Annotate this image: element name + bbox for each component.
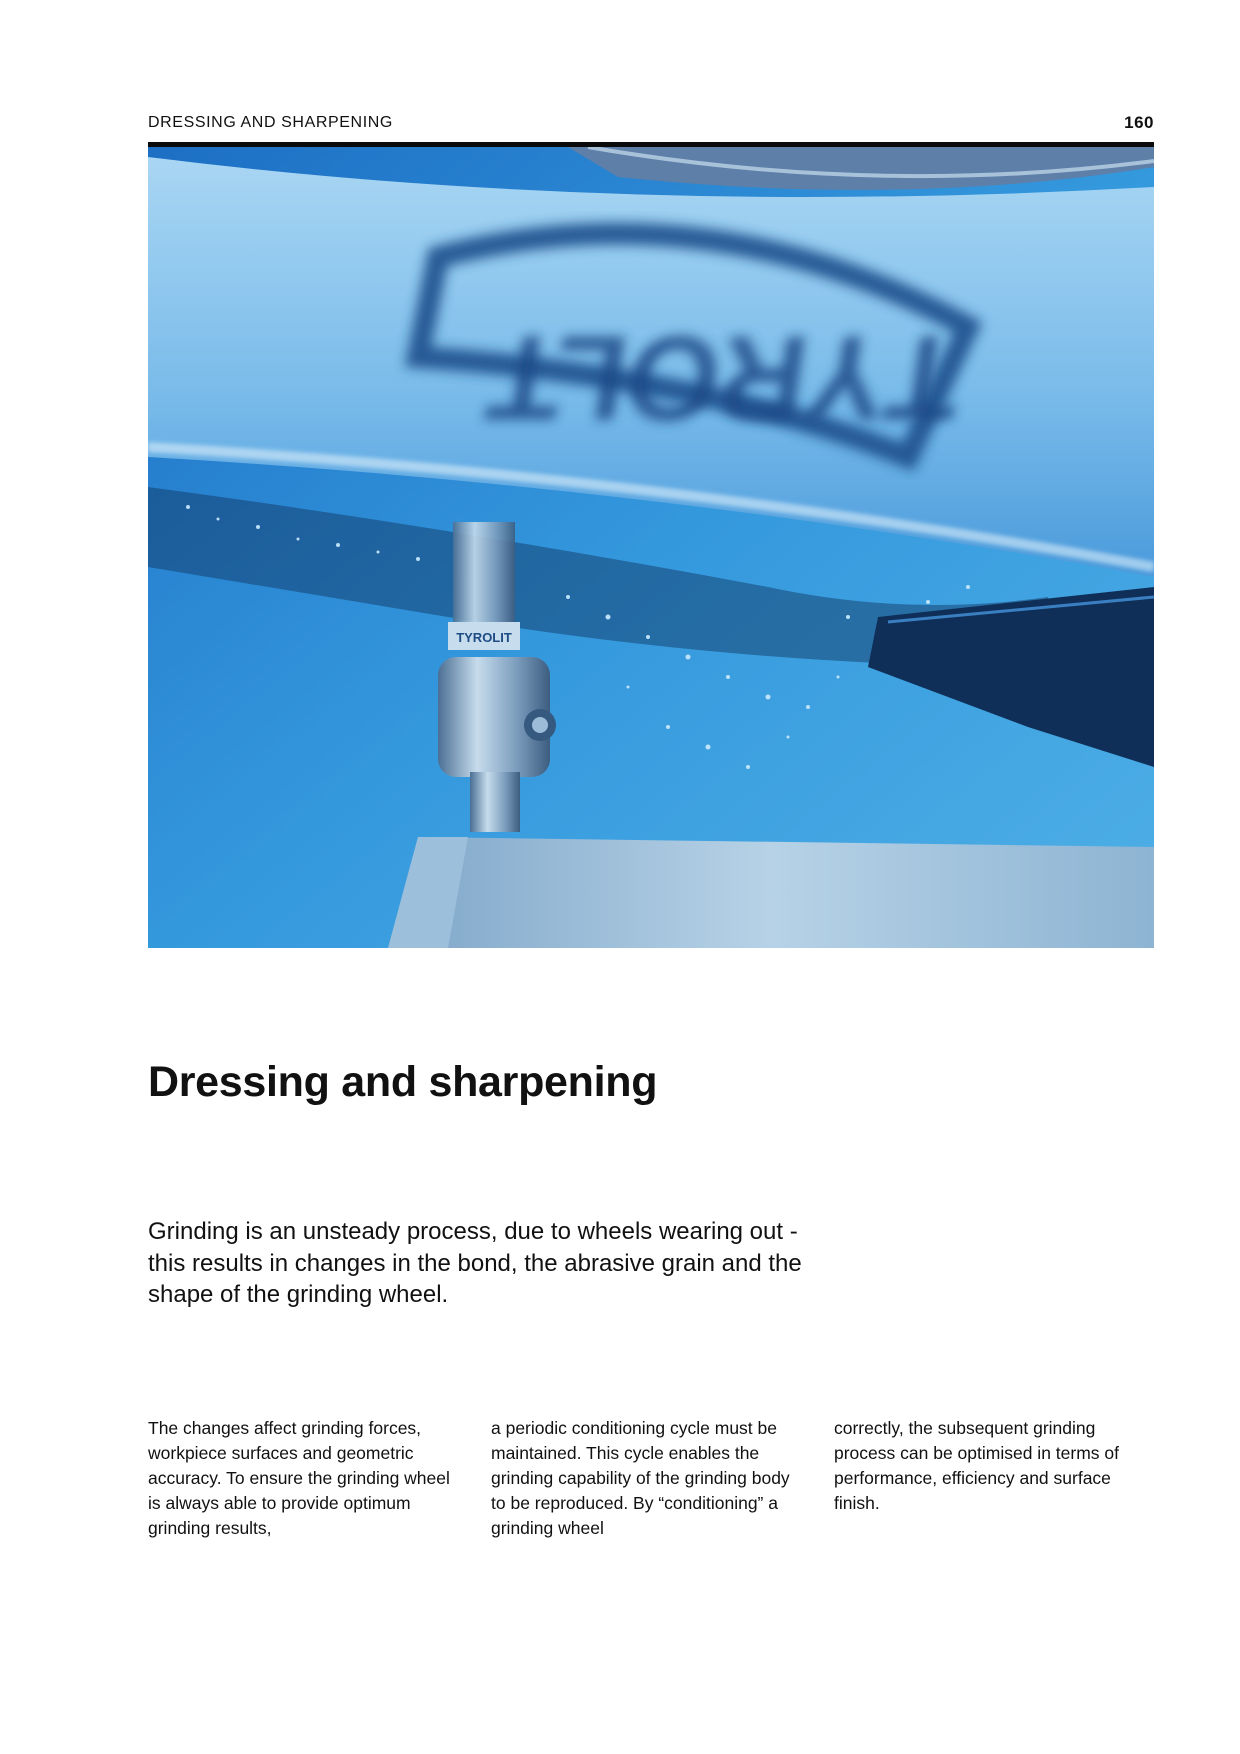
page-header xyxy=(148,112,1154,136)
body-column-1: The changes affect grinding forces, workpiece surfaces and geometric accuracy. To ensure the grinding wheel is always able to provide optimum grinding results, xyxy=(148,1418,450,1538)
tool-logo-text: TYROLIT xyxy=(456,630,512,645)
body-column-2: a periodic conditioning cycle must be maintained. This cycle enables the grinding capability of the grinding body to be reproduced. By “conditioning” a grinding wheel xyxy=(491,1418,790,1538)
body-column-3: correctly, the subsequent grinding process can be optimised in terms of performance, efficiency and surface finish. xyxy=(834,1418,1119,1513)
intro-paragraph: Grinding is an unsteady process, due to wheels wearing out - this results in changes in the bond, the abrasive grain and the shape of the grinding wheel. xyxy=(148,1218,802,1308)
page-number: 160 xyxy=(1124,113,1154,132)
hero-image xyxy=(148,147,1154,948)
section-title: DRESSING AND SHARPENING xyxy=(148,114,393,131)
wheel-logo-text: TYROLT xyxy=(479,311,970,446)
page-title: Dressing and sharpening xyxy=(148,1058,658,1106)
